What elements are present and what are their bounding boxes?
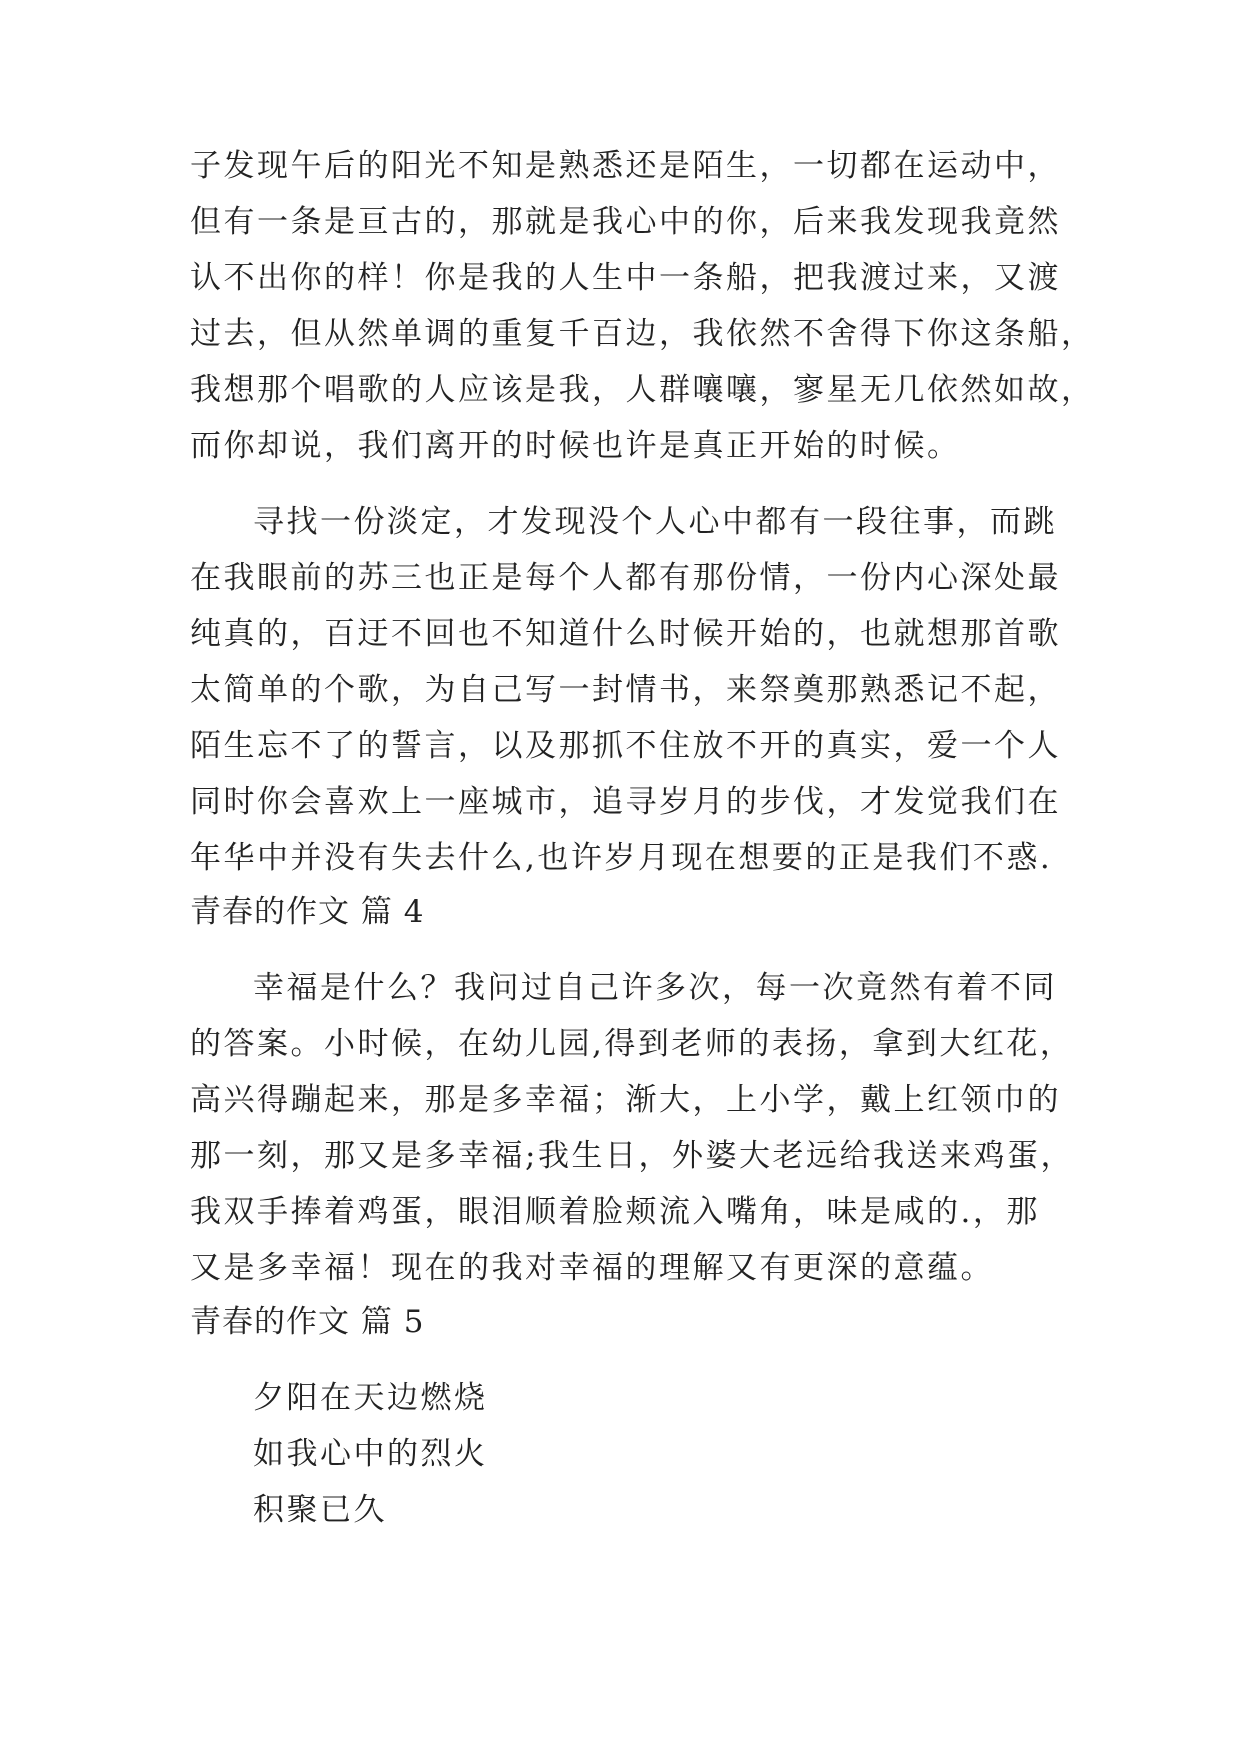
paragraph-1-line-1: 子发现午后的阳光不知是熟悉还是陌生，一切都在运动中，: [190, 148, 1061, 184]
paragraph-3-line-3: 高兴得蹦起来，那是多幸福；渐大，上小学，戴上红领巾的: [190, 1082, 1061, 1118]
paragraph-3-line-6: 又是多幸福！现在的我对幸福的理解又有更深的意蕴。: [190, 1250, 994, 1286]
paragraph-1-line-2: 但有一条是亘古的，那就是我心中的你，后来我发现我竟然: [190, 204, 1061, 240]
paragraph-3-line-4: 那一刻，那又是多幸福;我生日，外婆大老远给我送来鸡蛋，: [190, 1138, 1074, 1174]
poem-line-3: 积聚已久: [253, 1492, 387, 1528]
paragraph-2-line-7: 年华中并没有失去什么,也许岁月现在想要的正是我们不惑.: [190, 840, 1053, 876]
section-heading-5: 青春的作文 篇 5: [190, 1304, 425, 1340]
paragraph-2-line-2: 在我眼前的苏三也正是每个人都有那份情，一份内心深处最: [190, 560, 1061, 596]
paragraph-3-line-2: 的答案。小时候，在幼儿园,得到老师的表扬，拿到大红花，: [190, 1026, 1074, 1062]
paragraph-2-line-3: 纯真的，百迂不回也不知道什么时候开始的，也就想那首歌: [190, 616, 1061, 652]
poem-line-1: 夕阳在天边燃烧: [253, 1380, 488, 1416]
paragraph-2-line-1: 寻找一份淡定，才发现没个人心中都有一段往事，而跳: [253, 504, 1057, 540]
paragraph-2-line-6: 同时你会喜欢上一座城市，追寻岁月的步伐，才发觉我们在: [190, 784, 1061, 820]
paragraph-1-line-3: 认不出你的样！你是我的人生中一条船，把我渡过来，又渡: [190, 260, 1061, 296]
paragraph-2-line-4: 太简单的个歌，为自己写一封情书，来祭奠那熟悉记不起，: [190, 672, 1061, 708]
paragraph-3-line-5: 我双手捧着鸡蛋，眼泪顺着脸颊流入嘴角，味是咸的.，那: [190, 1194, 1040, 1230]
paragraph-1-line-6: 而你却说，我们离开的时候也许是真正开始的时候。: [190, 428, 961, 464]
paragraph-2-line-5: 陌生忘不了的誓言，以及那抓不住放不开的真实，爱一个人: [190, 728, 1061, 764]
paragraph-1-line-5: 我想那个唱歌的人应该是我，人群嚷嚷，寥星无几依然如故，: [190, 372, 1095, 408]
section-heading-4: 青春的作文 篇 4: [190, 894, 425, 930]
paragraph-1-line-4: 过去，但从然单调的重复千百边，我依然不舍得下你这条船，: [190, 316, 1095, 352]
paragraph-3-line-1: 幸福是什么？我问过自己许多次，每一次竟然有着不同: [253, 970, 1057, 1006]
poem-line-2: 如我心中的烈火: [253, 1436, 488, 1472]
